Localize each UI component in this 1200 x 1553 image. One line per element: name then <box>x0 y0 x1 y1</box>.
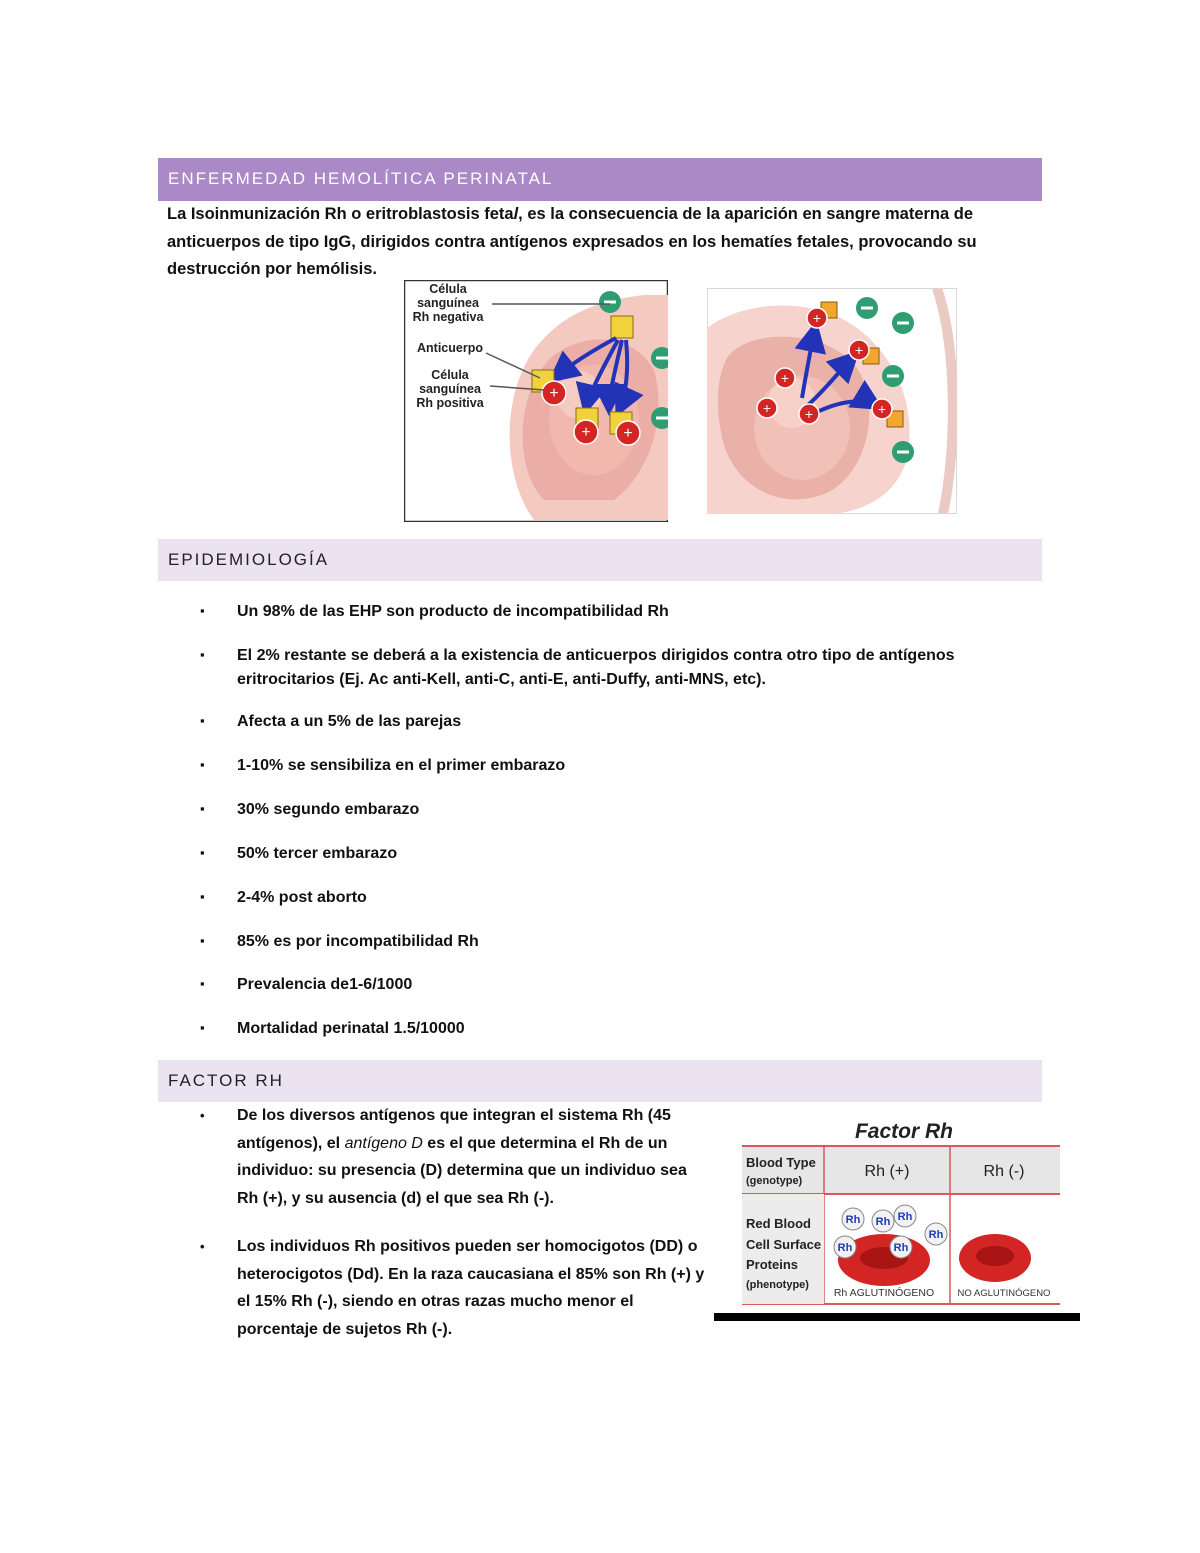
svg-text:+: + <box>549 385 559 402</box>
rh-positive-cell <box>616 421 640 445</box>
label-rh-negative: sanguínea <box>417 296 479 310</box>
svg-text:+: + <box>623 425 633 442</box>
list-item: ▪ 1-10% se sensibiliza en el primer embarazo <box>200 757 566 774</box>
label-rh-positive: Rh positiva <box>416 396 484 410</box>
rh-negative-cell <box>892 312 914 334</box>
svg-text:Rh: Rh <box>893 1242 909 1254</box>
rh-positive-cell <box>799 404 819 424</box>
epidemiology-list <box>200 600 1010 1041</box>
svg-text:Rh: Rh <box>897 1211 913 1223</box>
label-rh-positive: Célula <box>431 368 469 382</box>
row-label: Cell Surface <box>746 1237 822 1252</box>
rh-negative-cell <box>892 441 914 463</box>
row-label: (phenotype) <box>746 1279 809 1291</box>
svg-text:Rh: Rh <box>845 1214 861 1226</box>
svg-text:Rh: Rh <box>837 1242 853 1254</box>
rh-positive-cell <box>757 398 777 418</box>
svg-text:+: + <box>804 406 814 422</box>
col-header-rh-positive: Rh (+) <box>864 1163 910 1180</box>
row-label: Red Blood <box>746 1216 811 1231</box>
rh-positive-cell <box>574 420 598 444</box>
svg-text:+: + <box>812 310 822 326</box>
svg-text:+: + <box>780 370 790 386</box>
section-header-factor-rh <box>158 1060 1042 1102</box>
list-item: ▪ Afecta a un 5% de las parejas <box>200 713 462 730</box>
rh-positive-cell <box>849 340 869 360</box>
factor-rh-table-figure <box>714 1108 1080 1322</box>
list-item: ▪ 85% es por incompatibilidad Rh <box>200 933 479 950</box>
svg-text:Rh: Rh <box>928 1229 944 1241</box>
row-label: Blood Type <box>746 1155 816 1170</box>
list-item: ▪ Prevalencia de1-6/1000 <box>200 976 413 993</box>
rh-negative-cell <box>882 365 904 387</box>
caption-rh-positive: Rh AGLUTINÓGENO <box>833 1287 935 1299</box>
label-antibody: Anticuerpo <box>417 341 483 355</box>
rh-negative-cell <box>856 297 878 319</box>
figure-title: Factor Rh <box>854 1120 954 1143</box>
rh-positive-cell <box>542 381 566 405</box>
svg-text:Rh: Rh <box>875 1216 891 1228</box>
svg-text:+: + <box>854 342 864 358</box>
list-item: ▪ 30% segundo embarazo <box>200 801 420 818</box>
rh-hemolysis-figure <box>707 288 957 514</box>
section-title: FACTOR RH <box>168 1071 284 1090</box>
factor-rh-list <box>200 1102 710 1364</box>
row-label: (genotype) <box>746 1175 803 1187</box>
rh-sensitization-figure <box>404 280 668 522</box>
col-header-rh-negative: Rh (-) <box>983 1163 1025 1180</box>
label-rh-positive: sanguínea <box>419 382 481 396</box>
list-item: ▪ Mortalidad perinatal 1.5/10000 <box>200 1020 465 1037</box>
label-rh-negative: Rh negativa <box>412 310 484 324</box>
list-item: ▪ El 2% restante se deberá a la existencia de anticuerpos dirigidos contra otro tipo de antígenos eritrocitarios (Ej. Ac anti-Kell, anti-C, anti-E, anti-Duffy, anti-MNS, etc). <box>200 647 955 688</box>
rh-negative-cell <box>599 291 621 313</box>
section-header-main <box>158 158 1042 201</box>
figure-bottom-bar <box>714 1313 1080 1321</box>
list-item: ▪ 50% tercer embarazo <box>200 845 398 862</box>
caption-rh-negative: NO AGLUTINÓGENO <box>957 1288 1051 1299</box>
list-item: • Los individuos Rh positivos pueden ser homocigotos (DD) o heterocigotos (Dd). En la raza caucasiana el 85% son Rh (+) y el 15% Rh (-), siendo en otras razas mucho menor el porcentaje de sujetos Rh (-). <box>200 1238 705 1338</box>
list-item: ▪ Un 98% de las EHP son producto de incompatibilidad Rh <box>200 603 669 620</box>
row-label: Proteins <box>746 1257 799 1272</box>
svg-text:+: + <box>762 400 772 416</box>
svg-text:+: + <box>877 401 887 417</box>
label-rh-negative: Célula <box>429 282 467 296</box>
intro-paragraph: La Isoinmunización Rh o eritroblastosis fetal, es la consecuencia de la aparición en sangre materna de anticuerpos de tipo IgG, dirigidos contra antígenos expresados en los hematíes fetales, provocando su destrucción por hemólisis. <box>167 205 977 278</box>
rh-positive-cell <box>807 308 827 328</box>
section-title: ENFERMEDAD HEMOLÍTICA PERINATAL <box>168 169 554 188</box>
list-item: ▪ 2-4% post aborto <box>200 889 367 906</box>
section-title: EPIDEMIOLOGÍA <box>168 550 330 569</box>
antibody-square <box>611 316 633 338</box>
section-header-epidemiology <box>158 539 1042 581</box>
list-item: • De los diversos antígenos que integran el sistema Rh (45 antígenos), el antígeno D es el que determina el Rh de un individuo: su presencia (D) determina que un individuo sea Rh (+), y su ausencia (d) el que sea Rh (-). <box>200 1107 687 1207</box>
rh-positive-cell <box>872 399 892 419</box>
svg-text:+: + <box>581 424 591 441</box>
rh-positive-cell <box>775 368 795 388</box>
